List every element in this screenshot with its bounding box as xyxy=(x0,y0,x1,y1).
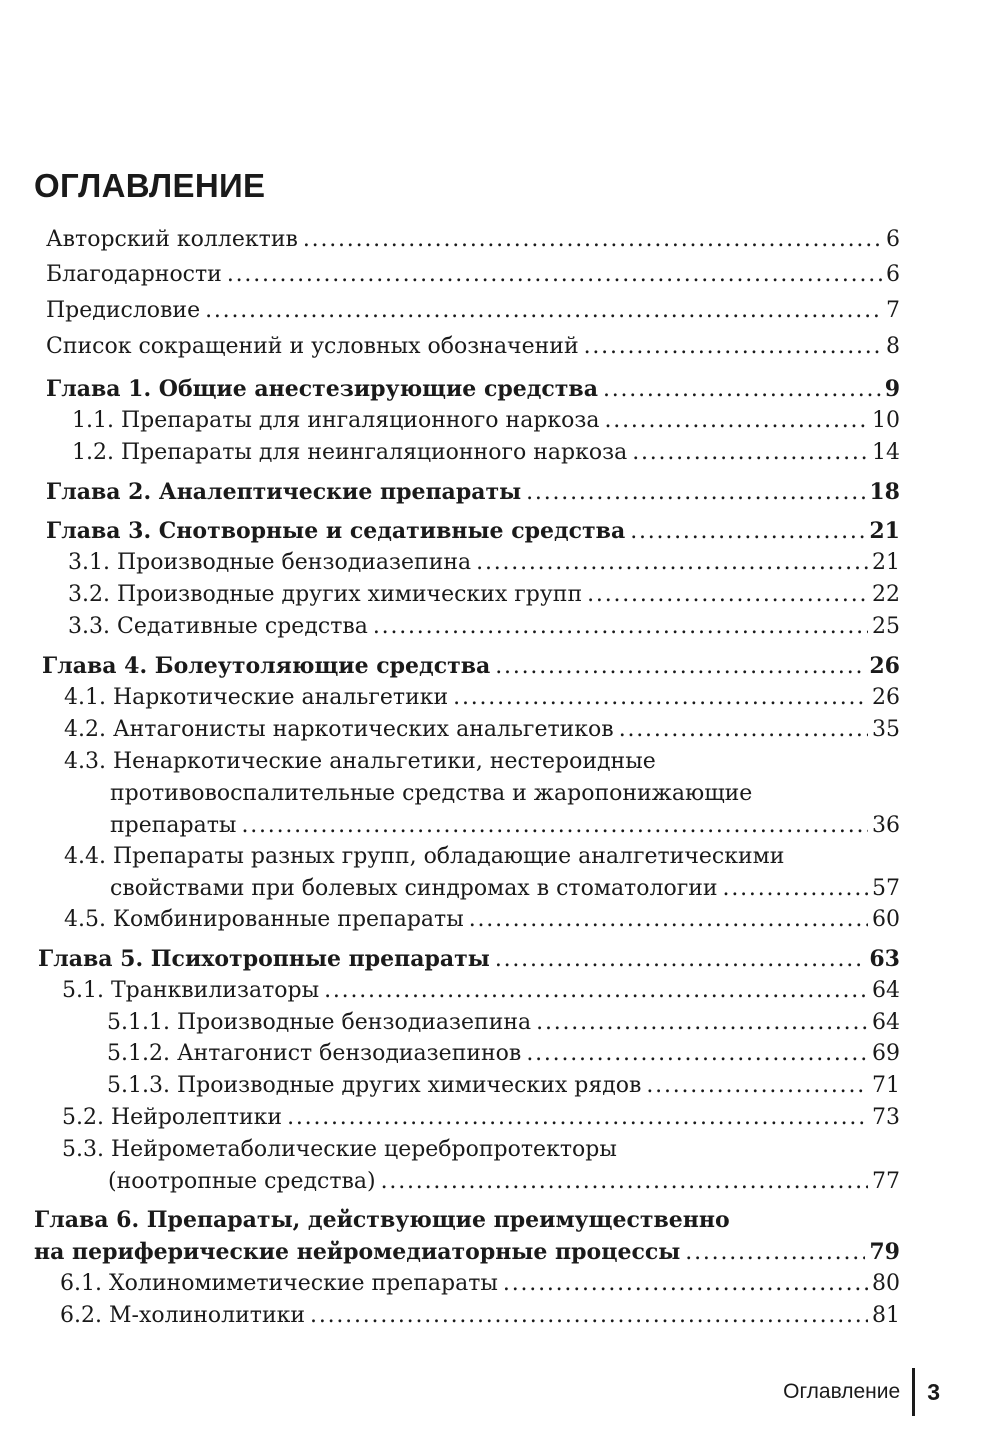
toc-entry-title: (ноотропные средства) xyxy=(108,1169,376,1194)
footer-section-label: Оглавление xyxy=(783,1380,901,1403)
toc-entry-section-5-3[interactable] xyxy=(62,1134,900,1198)
toc-entry-title: Авторский коллектив xyxy=(46,227,298,252)
toc-entry-page: 22 xyxy=(872,582,900,607)
toc-entry-page: 80 xyxy=(872,1271,900,1296)
toc-entry-title: Производные других химических групп xyxy=(116,582,583,607)
toc-entry-front-preface[interactable] xyxy=(46,295,900,327)
toc-entry-number: 4.1. xyxy=(64,685,106,710)
dot-leader xyxy=(603,374,881,406)
toc-entry-section-6-1[interactable] xyxy=(60,1268,900,1300)
toc-entry-section-5-1[interactable] xyxy=(62,975,900,1007)
toc-entry-page: 64 xyxy=(872,1010,900,1035)
dot-leader xyxy=(381,1166,868,1198)
dot-leader xyxy=(227,259,882,291)
toc-entry-section-3-2[interactable] xyxy=(68,579,900,611)
toc-entry-page: 77 xyxy=(872,1169,900,1194)
dot-leader xyxy=(685,1237,865,1269)
toc-entry-title: Транквилизаторы xyxy=(110,978,320,1003)
dot-leader xyxy=(495,651,865,683)
toc-entry-number: 6.2. xyxy=(60,1303,102,1328)
toc-entry-number: 4.4. xyxy=(64,844,106,869)
toc-entry-number: 3.3. xyxy=(68,614,110,639)
toc-entry-title: Производные других химических рядов xyxy=(176,1073,642,1098)
dot-leader xyxy=(287,1102,868,1134)
toc-entry-title: Препараты для неингаляционного наркоза xyxy=(120,440,628,465)
toc-entry-page: 25 xyxy=(872,614,900,639)
toc-entry-title: на периферические нейромедиаторные процессы xyxy=(34,1239,681,1265)
toc-entry-number: 5.3. xyxy=(62,1137,104,1162)
toc-entry-page: 10 xyxy=(872,408,900,433)
toc-entry-section-4-3[interactable] xyxy=(64,746,900,842)
toc-entry-chapter-5[interactable] xyxy=(38,943,900,976)
toc-entry-title: препараты xyxy=(110,813,237,838)
toc-entry-page: 36 xyxy=(872,813,900,838)
toc-entry-page: 81 xyxy=(872,1303,900,1328)
toc-entry-number: 5.2. xyxy=(62,1105,104,1130)
toc-entry-section-1-2[interactable] xyxy=(72,437,900,469)
toc-entry-title: Холиномиметические препараты xyxy=(108,1271,498,1296)
toc-entry-number: 1.2. xyxy=(72,440,114,465)
dot-leader xyxy=(469,904,868,936)
dot-leader xyxy=(632,437,868,469)
dot-leader xyxy=(476,547,868,579)
toc-entry-number: 5.1.1. xyxy=(107,1010,170,1035)
toc-entry-page: 18 xyxy=(869,479,900,505)
toc-entry-section-4-2[interactable] xyxy=(64,714,900,746)
dot-leader xyxy=(723,873,868,905)
dot-leader xyxy=(241,810,868,842)
toc-entry-page: 79 xyxy=(869,1239,900,1265)
toc-entry-chapter-4[interactable] xyxy=(42,650,900,683)
toc-entry-title: Нейролептики xyxy=(110,1105,283,1130)
toc-entry-front-abbreviations[interactable] xyxy=(46,331,900,363)
dot-leader xyxy=(526,1038,868,1070)
toc-entry-page: 6 xyxy=(886,227,900,252)
toc-entry-section-5-2[interactable] xyxy=(62,1102,900,1134)
toc-entry-page: 26 xyxy=(869,653,900,679)
dot-leader xyxy=(587,579,868,611)
toc-entry-title-line: противовоспалительные средства и жаропонижающие xyxy=(110,781,753,806)
dot-leader xyxy=(536,1007,868,1039)
toc-entry-section-3-1[interactable] xyxy=(68,547,900,579)
toc-entry-section-3-3[interactable] xyxy=(68,611,900,643)
dot-leader xyxy=(373,611,868,643)
toc-entry-page: 60 xyxy=(872,907,900,932)
toc-entry-number: 3.2. xyxy=(68,582,110,607)
toc-entry-chapter-1[interactable] xyxy=(46,373,900,406)
toc-entry-page: 35 xyxy=(872,717,900,742)
page-number: 3 xyxy=(927,1378,940,1405)
toc-entry-section-6-2[interactable] xyxy=(60,1300,900,1332)
toc-entry-title: свойствами при болевых синдромах в стоматологии xyxy=(110,876,718,901)
toc-entry-front-thanks[interactable] xyxy=(46,259,900,291)
toc-entry-page: 69 xyxy=(872,1041,900,1066)
toc-entry-number: 4.5. xyxy=(64,907,106,932)
dot-leader xyxy=(584,331,882,363)
toc-entry-number: 1.1. xyxy=(72,408,114,433)
toc-entry-page: 26 xyxy=(872,685,900,710)
toc-entry-section-5-1-2[interactable] xyxy=(107,1038,900,1070)
toc-entry-number: 6.1. xyxy=(60,1271,102,1296)
toc-entry-page: 57 xyxy=(872,876,900,901)
toc-entry-title: Производные бензодиазепина xyxy=(176,1010,532,1035)
toc-entry-number: 4.2. xyxy=(64,717,106,742)
dot-leader xyxy=(205,295,882,327)
toc-entry-page: 8 xyxy=(886,334,900,359)
toc-entry-title: Производные бензодиазепина xyxy=(116,550,472,575)
toc-entry-section-1-1[interactable] xyxy=(72,405,900,437)
toc-entry-title: Глава 3. Снотворные и седативные средства xyxy=(46,518,626,544)
page-title: ОГЛАВЛЕНИЕ xyxy=(34,167,266,204)
toc-entry-page: 71 xyxy=(872,1073,900,1098)
toc-entry-title: Седативные средства xyxy=(116,614,368,639)
toc-entry-page: 6 xyxy=(886,262,900,287)
toc-entry-title: Благодарности xyxy=(46,262,222,287)
toc-entry-title: Препараты для ингаляционного наркоза xyxy=(120,408,600,433)
toc-entry-chapter-2[interactable] xyxy=(46,476,900,509)
toc-entry-page: 21 xyxy=(869,518,900,544)
toc-entry-page: 14 xyxy=(872,440,900,465)
toc-entry-title-line: Глава 6. Препараты, действующие преимущественно xyxy=(34,1207,730,1233)
toc-entry-front-authors[interactable] xyxy=(46,224,900,256)
toc-entry-number: 3.1. xyxy=(68,550,110,575)
toc-entry-title: М-холинолитики xyxy=(108,1303,306,1328)
toc-entry-chapter-6[interactable] xyxy=(34,1204,900,1269)
dot-leader xyxy=(324,975,868,1007)
toc-entry-section-4-4[interactable] xyxy=(64,841,900,905)
toc-entry-chapter-3[interactable] xyxy=(46,515,900,548)
toc-entry-page: 9 xyxy=(884,376,900,402)
toc-entry-title: Глава 1. Общие анестезирующие средства xyxy=(46,376,598,402)
dot-leader xyxy=(303,224,882,256)
toc-entry-section-4-5[interactable] xyxy=(64,904,900,936)
toc-entry-title: Предисловие xyxy=(46,298,201,323)
dot-leader xyxy=(630,516,865,548)
running-footer xyxy=(783,1368,940,1416)
toc-entry-page: 7 xyxy=(886,298,900,323)
toc-entry-title: Глава 4. Болеутоляющие средства xyxy=(42,653,491,679)
dot-leader xyxy=(605,405,868,437)
toc-entry-number: 4.3. xyxy=(64,749,106,774)
toc-entry-page: 63 xyxy=(869,946,900,972)
toc-entry-page: 64 xyxy=(872,978,900,1003)
toc-entry-title: Глава 5. Психотропные препараты xyxy=(38,946,490,972)
toc-entry-title: Антагонисты наркотических анальгетиков xyxy=(112,717,614,742)
toc-entry-number: 5.1. xyxy=(62,978,104,1003)
toc-entry-section-4-1[interactable] xyxy=(64,682,900,714)
dot-leader xyxy=(619,714,868,746)
dot-leader xyxy=(310,1300,868,1332)
toc-entry-number: 5.1.3. xyxy=(107,1073,170,1098)
toc-entry-page: 73 xyxy=(872,1105,900,1130)
dot-leader xyxy=(503,1268,868,1300)
toc-entry-section-5-1-3[interactable] xyxy=(107,1070,900,1102)
toc-entry-title-line: Ненаркотические анальгетики, нестероидные xyxy=(112,749,656,774)
toc-entry-number: 5.1.2. xyxy=(107,1041,170,1066)
toc-entry-title-line: Препараты разных групп, обладающие аналгетическими xyxy=(112,844,785,869)
dot-leader xyxy=(526,477,865,509)
toc-entry-title: Антагонист бензодиазепинов xyxy=(176,1041,522,1066)
toc-entry-title-line: Нейрометаболические церебропротекторы xyxy=(110,1137,617,1162)
toc-entry-title: Глава 2. Аналептические препараты xyxy=(46,479,522,505)
toc-entry-page: 21 xyxy=(872,550,900,575)
toc-entry-title: Наркотические анальгетики xyxy=(112,685,449,710)
dot-leader xyxy=(646,1070,868,1102)
toc-entry-title: Комбинированные препараты xyxy=(112,907,464,932)
dot-leader xyxy=(495,944,866,976)
toc-entry-title: Список сокращений и условных обозначений xyxy=(46,334,579,359)
dot-leader xyxy=(453,682,868,714)
toc-entry-section-5-1-1[interactable] xyxy=(107,1007,900,1039)
